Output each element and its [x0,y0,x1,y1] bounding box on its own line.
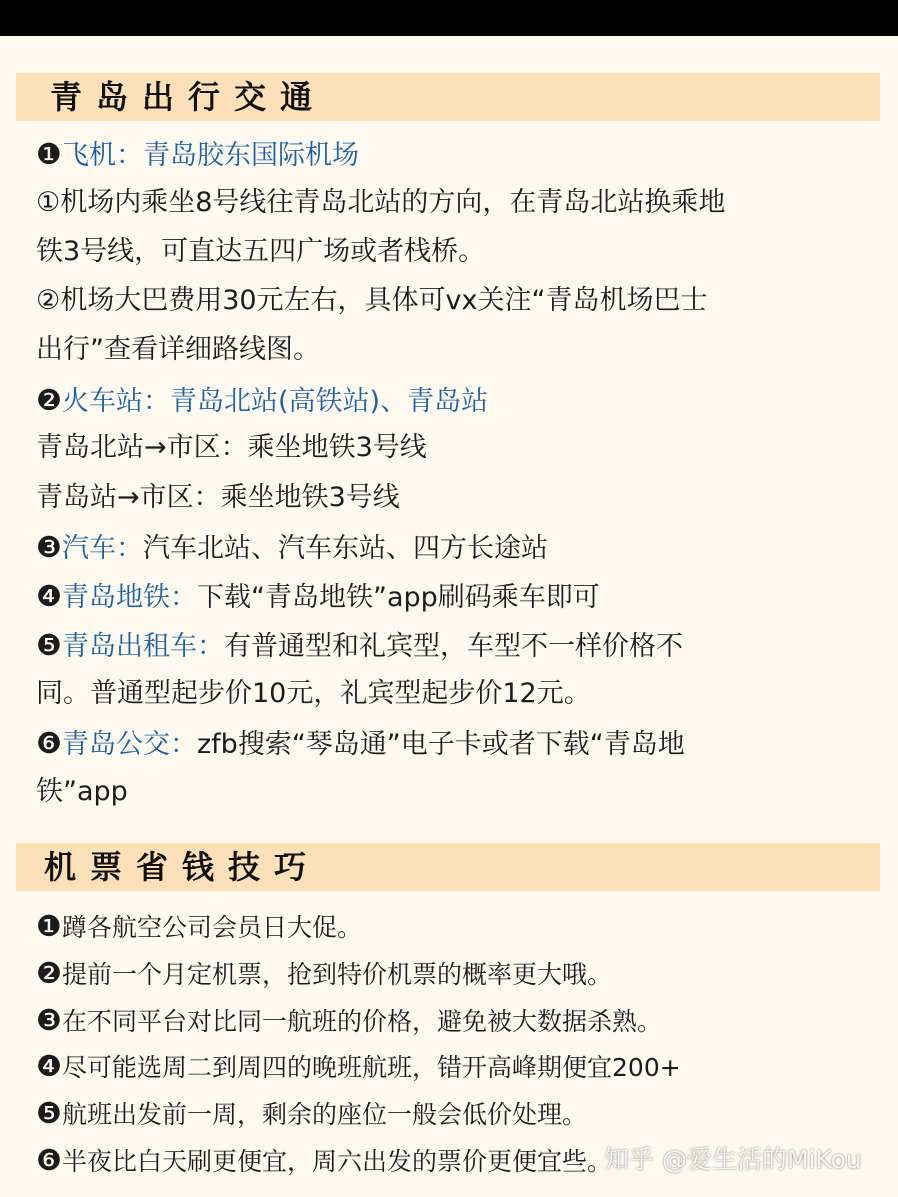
number-6-icon: ❻ [36,726,62,760]
taxi-line-2: 同。普通型起步价10元，礼宾型起步价12元。 [36,678,591,709]
plane-label: 飞机：青岛胶东国际机场 [62,140,359,171]
plane-line-2: 铁3号线，可直达五四广场或者栈桥。 [36,236,486,267]
plane-line-3: ②机场大巴费用30元左右，具体可vx关注“青岛机场巴士 [36,285,708,316]
number-4-icon: ❹ [36,579,62,613]
tip-item [36,955,612,993]
tip-item [36,1048,681,1086]
number-1-icon: ❶ [36,909,62,943]
number-3-icon: ❸ [36,1003,62,1037]
tip-text: 航班出发前一周，剩余的座位一般会低价处理。 [62,1100,588,1129]
taxi-label: 青岛出租车： [62,631,224,662]
number-3-icon: ❸ [36,530,62,564]
section-title-ticket-tips: 机票省钱技巧 [16,843,880,891]
tip-item [36,908,362,946]
tip-text: 尽可能选周二到周四的晚班航班，错开高峰期便宜200+ [62,1053,681,1082]
tip-text: 提前一个月定机票，抢到特价机票的概率更大哦。 [62,960,613,989]
tip-text: 蹲各航空公司会员日大促。 [62,913,363,942]
number-5-icon: ❺ [36,1096,62,1130]
top-dark-bar [0,0,898,36]
number-2-icon: ❷ [36,956,62,990]
taxi-row [36,625,876,667]
number-1-icon: ❶ [36,137,62,171]
metro-text: 下载“青岛地铁”app刷码乘车即可 [197,582,600,613]
number-4-icon: ❹ [36,1049,62,1083]
metro-label: 青岛地铁： [62,582,197,613]
taxi-text: 有普通型和礼宾型，车型不一样价格不 [224,631,683,662]
tip-item [36,1095,587,1133]
watermark: 知乎 @爱生活的MiKou [604,1145,862,1174]
train-label: 火车站：青岛北站(高铁站)、青岛站 [62,386,489,417]
number-5-icon: ❺ [36,628,62,662]
train-line-1: 青岛北站→市区：乘坐地铁3号线 [36,432,427,463]
plane-line-1: ①机场内乘坐8号线往青岛北站的方向，在青岛北站换乘地 [36,187,726,218]
metro-row [36,576,876,618]
car-text: 汽车北站、汽车东站、四方长途站 [143,533,548,564]
tip-text: 半夜比白天刷更便宜，周六出发的票价更便宜些。 [62,1147,613,1176]
bus-row [36,723,876,765]
tip-item [36,1002,662,1040]
bus-text: zfb搜索“琴岛通”电子卡或者下载“青岛地 [197,729,685,760]
car-row [36,527,876,569]
number-2-icon: ❷ [36,383,62,417]
tip-text: 在不同平台对比同一航班的价格，避免被大数据杀熟。 [62,1007,663,1036]
bus-line-2: 铁”app [36,776,128,807]
number-6-icon: ❻ [36,1143,62,1177]
tip-item [36,1142,612,1180]
bus-label: 青岛公交： [62,729,197,760]
plane-line-4: 出行”查看详细路线图。 [36,334,320,365]
train-heading [36,380,876,422]
plane-heading [36,134,876,176]
section-title-transport: 青岛出行交通 [16,73,880,121]
car-label: 汽车： [62,533,143,564]
train-line-2: 青岛站→市区：乘坐地铁3号线 [36,482,400,513]
